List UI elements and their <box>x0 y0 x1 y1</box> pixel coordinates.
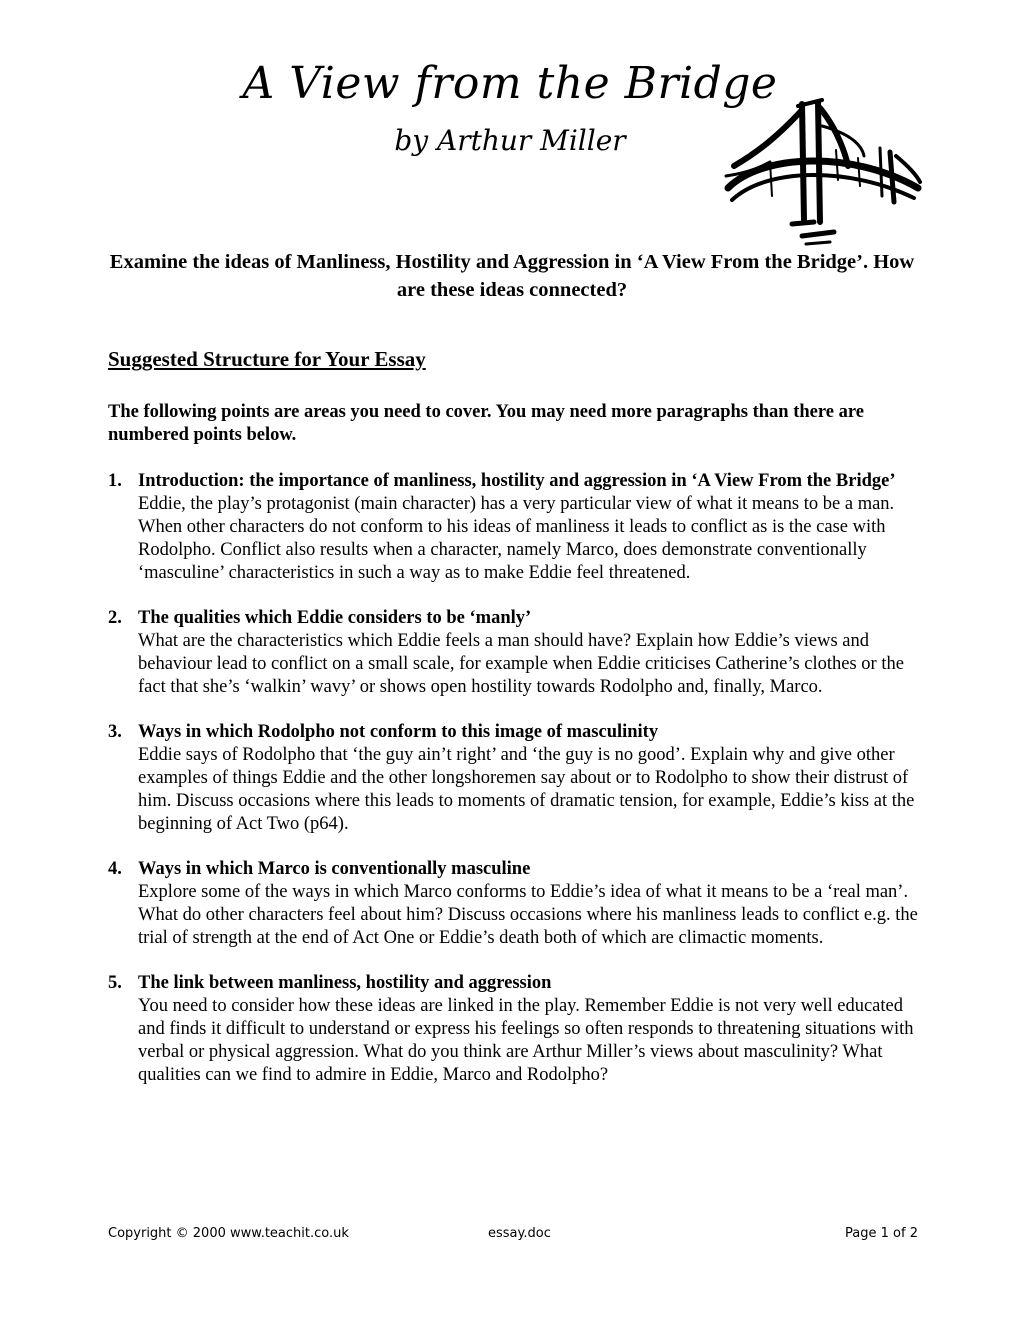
point-body: What are the characteristics which Eddie feels a man should have? Explain how Eddie’s views and behaviour lead to conflict on a small scale, for example when Eddie criticises Catherine’s clothes or the fact that she’s ‘walkin’ wavy’ or shows open hostility towards Rodolpho and, finally, Marco. <box>138 631 904 697</box>
document-subtitle: by Arthur Miller <box>394 124 626 157</box>
section-heading: Suggested Structure for Your Essay <box>108 347 426 371</box>
point-body: Explore some of the ways in which Marco conforms to Eddie’s idea of what it means to be a ‘real man’. What do other characters feel about him? Discuss occasions where his manliness leads to conflict e.g. the trial of strength at the end of Act One or Eddie’s death both of which are climactic moments. <box>138 882 918 948</box>
point-body: You need to consider how these ideas are linked in the play. Remember Eddie is not very well educated and finds it difficult to understand or express his feelings so often responds to threatening situations with verbal or physical aggression. What do you think are Arthur Miller’s views about masculinity? What qualities can we find to admire in Eddie, Marco and Rodolpho? <box>138 996 914 1085</box>
bridge-illustration-logo <box>722 96 928 248</box>
point-heading: Introduction: the importance of manliness, hostility and aggression in ‘A View From the Bridge’ <box>138 471 896 491</box>
list-item <box>108 721 920 836</box>
list-item <box>108 972 920 1087</box>
list-item <box>108 607 920 699</box>
footer-copyright: Copyright © 2000 www.teachit.co.uk <box>108 1226 349 1241</box>
essay-question: Examine the ideas of Manliness, Hostility and Aggression in ‘A View From the Bridge’. How are these ideas connected? <box>109 251 915 301</box>
list-item <box>108 470 920 585</box>
page-footer <box>108 1226 918 1246</box>
point-heading: The qualities which Eddie considers to be ‘manly’ <box>138 608 532 628</box>
point-number: 5. <box>108 973 122 993</box>
point-number: 3. <box>108 722 122 742</box>
point-heading: Ways in which Rodolpho not conform to this image of masculinity <box>138 722 659 742</box>
essay-points-list <box>108 470 920 1087</box>
point-heading: The link between manliness, hostility and aggression <box>138 973 552 993</box>
footer-page-number: Page 1 of 2 <box>845 1226 918 1241</box>
point-number: 1. <box>108 471 122 491</box>
intro-paragraph: The following points are areas you need to cover. You may need more paragraphs than there are numbered points below. <box>108 402 864 445</box>
list-item <box>108 858 920 950</box>
footer-filename: essay.doc <box>488 1226 551 1241</box>
point-heading: Ways in which Marco is conventionally masculine <box>138 859 531 879</box>
point-number: 2. <box>108 608 122 628</box>
point-body: Eddie, the play’s protagonist (main character) has a very particular view of what it means to be a man. When other characters do not conform to his ideas of manliness it leads to conflict as is the case with Rodolpho. Conflict also results when a character, namely Marco, does demonstrate conventionally ‘masculine’ characteristics in such a way as to make Eddie feel threatened. <box>138 494 895 583</box>
point-number: 4. <box>108 859 122 879</box>
point-body: Eddie says of Rodolpho that ‘the guy ain’t right’ and ‘the guy is no good’. Explain why and give other examples of things Eddie and the other longshoremen say about or to Rodolpho to show their distrust of him. Discuss occasions where this leads to moments of dramatic tension, for example, Eddie’s kiss at the beginning of Act Two (p64). <box>138 745 915 834</box>
document-title: A View from the Bridge <box>242 58 778 109</box>
